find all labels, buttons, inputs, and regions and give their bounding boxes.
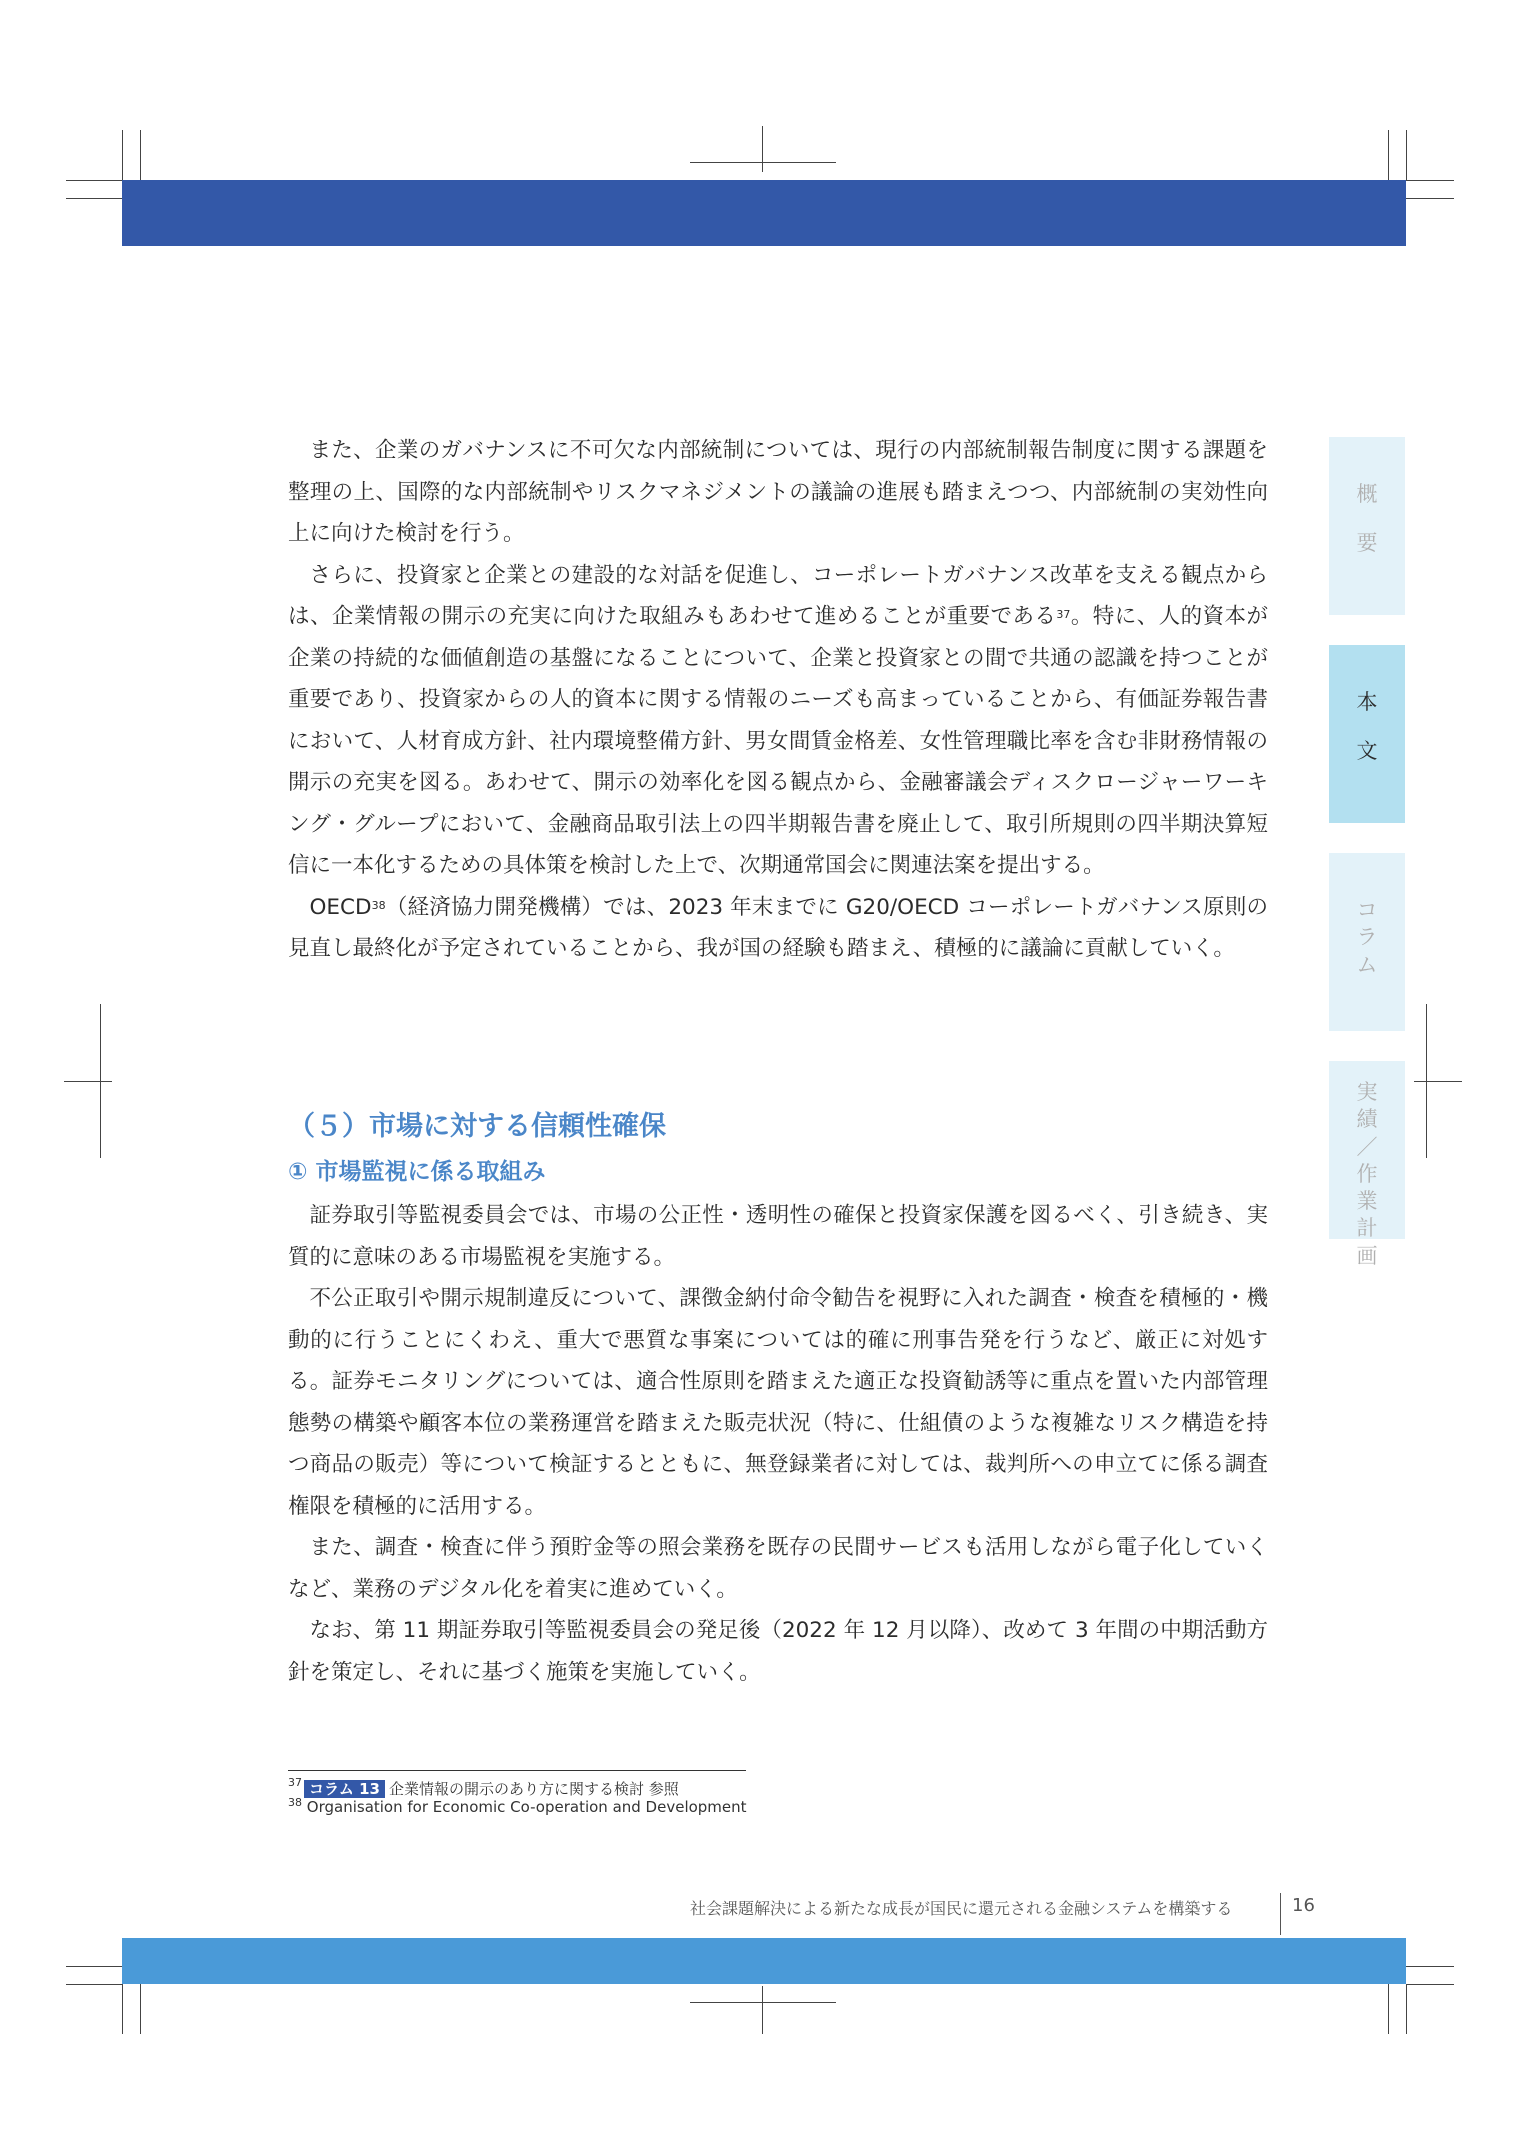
crop-mark (1406, 1984, 1454, 1985)
crop-mark (762, 126, 763, 172)
side-tab-char: 績 (1356, 1107, 1378, 1132)
side-tab-char: 本 (1356, 690, 1378, 714)
paragraph: OECD$^{38}$（経済協力開発機構）では、2023 年末までに G20/OECD コーポレートガバナンス原則の見直し最終化が予定されていることから、我が国の経験も踏まえ、積極的に議論に貢献していく。 (288, 894, 1268, 961)
crop-mark (1406, 1966, 1454, 1967)
footnote-number: 38 (288, 1796, 302, 1809)
crop-mark (1388, 130, 1389, 180)
footer-title: 社会課題解決による新たな成長が国民に還元される金融システムを構築する (690, 1899, 1233, 1918)
crop-mark (66, 1984, 122, 1985)
side-tab-char: ／ (1356, 1134, 1378, 1159)
crop-mark (1414, 1081, 1462, 1082)
footer-band (122, 1938, 1406, 1984)
side-tab-char: ラ (1356, 925, 1378, 950)
crop-mark (762, 1986, 763, 2034)
footnote-ref[interactable]: 38 (371, 898, 386, 912)
side-tab-char: 実 (1356, 1080, 1378, 1104)
side-tab-char: 概 (1356, 482, 1378, 506)
crop-mark (1406, 198, 1454, 199)
footnote-text: Organisation for Economic Co-operation and Development (306, 1798, 747, 1816)
crop-mark (140, 1984, 141, 2034)
footer-divider (1280, 1893, 1281, 1935)
paragraph: また、調査・検査に伴う預貯金等の照会業務を既存の民間サービスも活用しながら電子化していくなど、業務のデジタル化を着実に進めていく。 (288, 1535, 1268, 1602)
section-heading: （５）市場に対する信頼性確保 (288, 1111, 666, 1142)
paragraph: さらに、投資家と企業との建設的な対話を促進し、コーポレートガバナンス改革を支える観点からは、企業情報の開示の充実に向けた取組みもあわせて進めることが重要である$^{37}$。特に、人的資本が企業の持続的な価値創造の基盤になることについて、企業と投資家との間で共通の認識を持つことが重要であり、投資家からの人的資本に関する情報のニーズも高まっていることから、有価証券報告書において、人材育成方針、社内環境整備方針、男女間賃金格差、女性管理職比率を含む非財務情報の開示の充実を図る。あわせて、開示の効率化を図る観点から、金融審議会ディスクロージャーワーキング・グループにおいて、金融商品取引法上の四半期報告書を廃止して、取引所規則の四半期決算短信に一本化するための具体策を検討した上で、次期通常国会に関連法案を提出する。 (288, 562, 1268, 878)
side-tab-char: 画 (1356, 1243, 1378, 1268)
side-tab-column[interactable] (1329, 853, 1405, 1031)
header-band (122, 180, 1406, 246)
paragraph: 証券取引等監視委員会では、市場の公正性・透明性の確保と投資家保護を図るべく、引き続き、実質的に意味のある市場監視を実施する。 (288, 1203, 1268, 1270)
crop-mark (1406, 130, 1407, 180)
side-tab-results-plan[interactable] (1329, 1061, 1405, 1268)
footnote-divider (288, 1770, 746, 1771)
footnote-ref[interactable]: 37 (1056, 608, 1071, 621)
crop-mark (66, 198, 122, 199)
side-tab-char: 業 (1356, 1189, 1378, 1214)
crop-mark (122, 130, 123, 180)
crop-mark (1388, 1984, 1389, 2034)
crop-mark (690, 2002, 836, 2003)
side-tab-char: 計 (1356, 1216, 1378, 1241)
page-number: 16 (1292, 1895, 1315, 1916)
body-section-2 (288, 1195, 1268, 1693)
side-tab-overview[interactable] (1329, 437, 1405, 615)
side-tab-char: コ (1356, 898, 1378, 922)
side-tab-char: 要 (1356, 531, 1378, 556)
footnote-number: 37 (288, 1776, 302, 1789)
crop-mark (64, 1081, 112, 1082)
crop-mark (1406, 1984, 1407, 2034)
column-badge[interactable]: コラム 13 (304, 1780, 385, 1798)
crop-mark (690, 162, 836, 163)
footnote-37 (288, 1778, 679, 1799)
side-tab-char: ム (1356, 952, 1378, 977)
side-tab-char: 文 (1356, 739, 1378, 764)
crop-mark (1406, 180, 1454, 181)
paragraph: また、企業のガバナンスに不可欠な内部統制については、現行の内部統制報告制度に関する課題を整理の上、国際的な内部統制やリスクマネジメントの議論の進展も踏まえつつ、内部統制の実効性向上に向けた検討を行う。 (288, 438, 1268, 546)
crop-mark (140, 130, 141, 180)
paragraph: なお、第 11 期証券取引等監視委員会の発足後（2022 年 12 月以降）、改めて 3 年間の中期活動方針を策定し、それに基づく施策を実施していく。 (288, 1618, 1268, 1685)
side-tab-char: 作 (1356, 1161, 1378, 1186)
crop-mark (66, 1966, 122, 1967)
side-tab-main-text[interactable] (1329, 645, 1405, 823)
paragraph: 不公正取引や開示規制違反について、課徴金納付命令勧告を視野に入れた調査・検査を積極的・機動的に行うことにくわえ、重大で悪質な事案については的確に刑事告発を行うなど、厳正に対処する。証券モニタリングについては、適合性原則を踏まえた適正な投資勧誘等に重点を置いた内部管理態勢の構築や顧客本位の業務運営を踏まえた販売状況（特に、仕組債のような複雑なリスク構造を持つ商品の販売）等について検証するとともに、無登録業者に対しては、裁判所への申立てに係る調査権限を積極的に活用する。 (288, 1286, 1268, 1519)
footnote-38 (288, 1798, 747, 1816)
subsection-heading: ① 市場監視に係る取組み (288, 1159, 546, 1185)
footnote-text: 企業情報の開示のあり方に関する検討 参照 (388, 1780, 679, 1798)
crop-mark (66, 180, 122, 181)
crop-mark (122, 1984, 123, 2034)
body-section-1 (288, 430, 1268, 970)
